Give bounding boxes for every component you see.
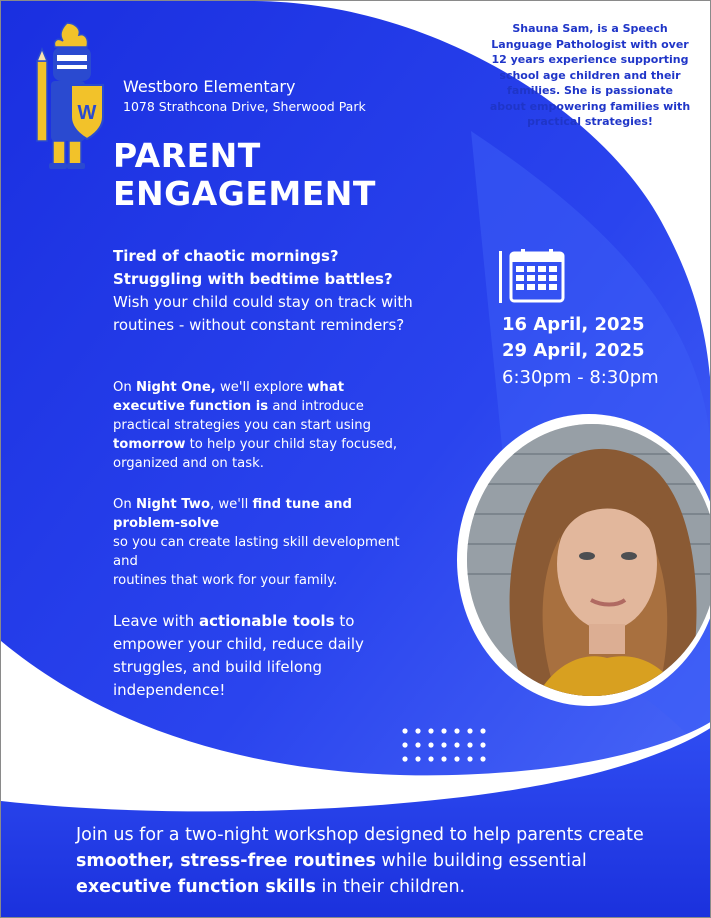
intro-text: Wish your child could stay on track with routines - without constant reminders? xyxy=(113,293,413,334)
night-one-label: Night One, xyxy=(135,380,216,395)
leave-paragraph xyxy=(113,610,403,702)
footer-highlight-2: executive function skills xyxy=(76,877,316,897)
knight-mascot-logo xyxy=(31,21,111,171)
presenter-portrait xyxy=(467,424,711,696)
night-one-tomorrow: tomorrow xyxy=(113,437,186,452)
presenter-photo xyxy=(467,424,711,696)
night-two-text-c: , we'll xyxy=(210,497,253,512)
night-one-text-e: and introduce practical strategies you can start using xyxy=(113,399,372,433)
night-one-text-g: to help your child stay focused, organized and on task. xyxy=(113,437,398,471)
svg-text:W: W xyxy=(77,102,97,124)
night-two-text-f: routines that work for your family. xyxy=(113,573,338,588)
leave-text-a: Leave with xyxy=(113,612,199,630)
night-one-paragraph xyxy=(113,378,408,473)
night-two-text-a: On xyxy=(113,497,136,512)
footer-text-c: while building essential xyxy=(375,851,587,871)
school-address: 1078 Strathcona Drive, Sherwood Park xyxy=(123,99,366,114)
night-one-text-c: we'll explore xyxy=(215,380,308,395)
night-one-text-a: On xyxy=(113,380,136,395)
intro-block xyxy=(113,245,413,337)
leave-text-c: to empower your child, reduce daily struggles, and build lifelong independence! xyxy=(113,612,364,699)
title-line-1: PARENT xyxy=(113,136,261,175)
dot-grid-decoration xyxy=(401,727,493,763)
school-name: Westboro Elementary xyxy=(123,77,296,96)
night-two-label: Night Two xyxy=(135,497,211,512)
calendar-icon xyxy=(499,249,569,305)
intro-question-1: Tired of chaotic mornings? xyxy=(113,247,339,265)
footer-text-e: in their children. xyxy=(315,877,466,897)
night-two-highlight: find tune and problem-solve xyxy=(113,497,352,531)
night-one-highlight: what executive function is xyxy=(113,380,345,414)
leave-highlight: actionable tools xyxy=(198,612,335,630)
presenter-bio: Shauna Sam, is a Speech Language Pathologist with over 12 years experience supporting school age children and their families. She is passionate about empowering families with practical strategies! xyxy=(489,22,691,128)
footer-text xyxy=(76,822,686,900)
intro-question-2: Struggling with bedtime battles? xyxy=(113,270,393,288)
page-title xyxy=(113,137,376,213)
night-two-text-e: so you can create lasting skill development and xyxy=(113,535,400,569)
footer-text-a: Join us for a two-night workshop designed to help parents create xyxy=(76,825,644,845)
date-2: 29 April, 2025 xyxy=(502,340,645,361)
date-1: 16 April, 2025 xyxy=(502,314,645,335)
footer-highlight-1: smoother, stress-free routines xyxy=(76,851,376,871)
title-line-2: ENGAGEMENT xyxy=(113,174,376,213)
night-two-paragraph xyxy=(113,495,408,590)
session-time: 6:30pm - 8:30pm xyxy=(502,367,659,388)
session-dates xyxy=(502,312,659,392)
